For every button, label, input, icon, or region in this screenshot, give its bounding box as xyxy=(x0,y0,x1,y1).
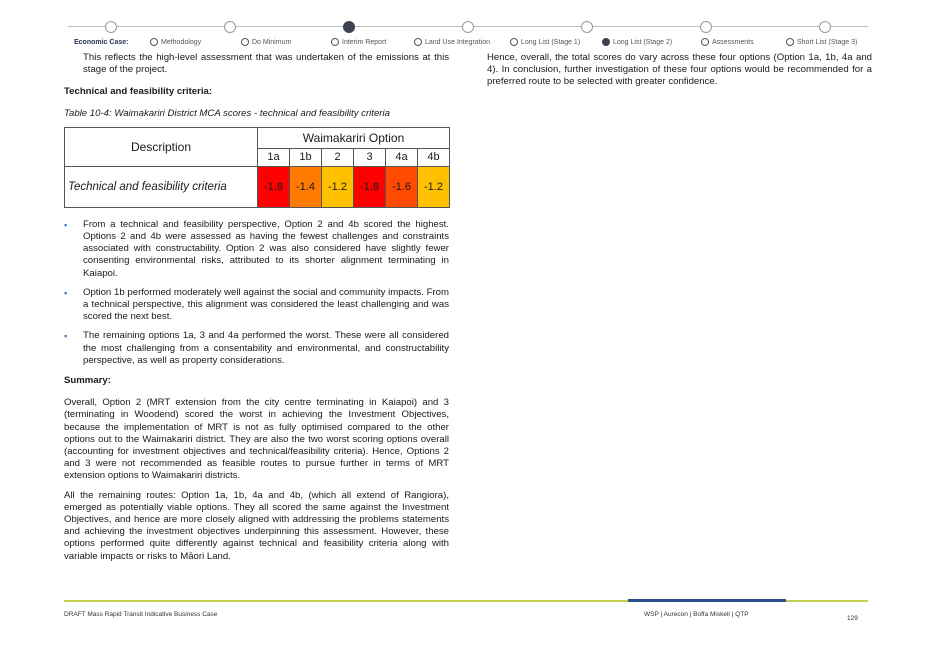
option-1a-header: 1a xyxy=(258,148,290,166)
table-caption: Table 10-4: Waimakariri District MCA scores - technical and feasibility criteria xyxy=(64,107,390,119)
radio-icon xyxy=(414,38,422,46)
option-3-header: 3 xyxy=(354,148,386,166)
score-1a: -1.8 xyxy=(258,166,290,207)
stage-navigation xyxy=(0,0,934,52)
tab-short-list-stage-3[interactable] xyxy=(786,38,857,46)
summary-paragraph-1: Overall, Option 2 (MRT extension from the city centre terminating in Kaiapoi) and 3 (terminating in Woodend) scored the worst in achieving the Investment Objectives, because the implementation of MRT is not as fully optimised compared to the other options out to the Waimakariri district. They are also the two worst scoring options overall (accounting for investment objectives and technical/feasibility criteria). Hence, Options 2 and 3 were not recommended as feasible routes to pursue further in terms of MRT extension options to Waimakariri districts. xyxy=(64,397,449,482)
tab-do-minimum[interactable] xyxy=(241,38,291,46)
economic-case-label: Economic Case: xyxy=(74,39,129,46)
score-2: -1.2 xyxy=(322,166,354,207)
footer-document-title: DRAFT Mass Rapid Transit Indicative Business Case xyxy=(64,611,218,618)
list-item xyxy=(64,219,449,280)
list-item-text: From a technical and feasibility perspective, Option 2 and 4b scored the highest. Options 2 and 4b were assessed as having the fewest challenges and constraints associated with constructability. Option 2 was also considered have slightly fewer consenting environmental risks, attributed to its shorter alignment terminating in Kaiapoi. xyxy=(83,218,449,279)
page-number: 129 xyxy=(847,615,858,622)
summary-paragraph-2: All the remaining routes: Option 1a, 1b, 4a and 4b, (which all extend of Rangiora), emerged as potentially viable options. They all scored the same against the Investment Objectives, and hence are more closely aligned with addressing the problems statements and achieving the investment objectives underpinning this assessment. However, these options performed quite differently against technical and feasibility criteria along with variable impacts or risks to Māori Land. xyxy=(64,489,449,562)
description-header: Description xyxy=(65,127,258,166)
tab-assessments[interactable] xyxy=(701,38,754,46)
nav-node-2[interactable] xyxy=(224,21,236,33)
conclusion-paragraph: Hence, overall, the total scores do vary across these four options (Option 1a, 1b, 4a and 4). In conclusion, further investigation of these four options would be recommended for a preferred route to be selected with greater confidence. xyxy=(487,52,872,88)
score-1b: -1.4 xyxy=(290,166,322,207)
radio-icon xyxy=(241,38,249,46)
tab-label: Assessments xyxy=(712,38,754,46)
score-3: -1.8 xyxy=(354,166,386,207)
radio-icon xyxy=(701,38,709,46)
list-item-text: Option 1b performed moderately well against the social and community impacts. From a technical perspective, this alignment was considered the least challenging and was scored the next best. xyxy=(83,286,449,323)
option-header: Waimakariri Option xyxy=(258,127,450,148)
nav-node-3-current[interactable] xyxy=(343,21,355,33)
intro-paragraph: This reflects the high-level assessment that was undertaken of the emissions at this stage of the project. xyxy=(83,52,449,76)
option-4a-header: 4a xyxy=(386,148,418,166)
option-1b-header: 1b xyxy=(290,148,322,166)
nav-node-5[interactable] xyxy=(581,21,593,33)
footer-authors: WSP | Aurecon | Boffa Miskell | QTP xyxy=(644,611,749,618)
option-4b-header: 4b xyxy=(418,148,450,166)
tab-label: Land Use Integration xyxy=(425,38,490,46)
tab-label: Methodology xyxy=(161,38,202,46)
tab-label: Long List (Stage 2) xyxy=(613,38,673,46)
nav-node-7[interactable] xyxy=(819,21,831,33)
summary-heading: Summary: xyxy=(64,375,111,387)
tab-label: Do Minimum xyxy=(252,38,292,46)
score-4a: -1.6 xyxy=(386,166,418,207)
nav-node-4[interactable] xyxy=(462,21,474,33)
radio-selected-icon xyxy=(602,38,610,46)
bullet-icon: ▪ xyxy=(64,331,68,342)
tab-methodology[interactable] xyxy=(150,38,201,46)
nav-node-1[interactable] xyxy=(105,21,117,33)
tab-long-list-stage-1[interactable] xyxy=(510,38,580,46)
technical-heading: Technical and feasibility criteria: xyxy=(64,86,213,98)
tab-label: Interim Report xyxy=(342,38,387,46)
bullet-icon: ▪ xyxy=(64,219,68,230)
tab-interim-report[interactable] xyxy=(331,38,386,46)
tab-label: Short List (Stage 3) xyxy=(797,38,858,46)
tab-label: Long List (Stage 1) xyxy=(521,38,581,46)
criteria-row-label: Technical and feasibility criteria xyxy=(65,166,258,207)
bullet-icon: ▪ xyxy=(64,287,68,298)
radio-icon xyxy=(150,38,158,46)
radio-icon xyxy=(510,38,518,46)
nav-node-6[interactable] xyxy=(700,21,712,33)
findings-list xyxy=(64,219,449,367)
score-4b: -1.2 xyxy=(418,166,450,207)
list-item xyxy=(64,287,449,324)
mca-scores-table xyxy=(64,127,450,208)
radio-icon xyxy=(786,38,794,46)
list-item-text: The remaining options 1a, 3 and 4a performed the worst. These were all considered the most challenging from a consentability and environmental, and constructability perspective, as well as property considerations. xyxy=(83,330,449,366)
radio-icon xyxy=(331,38,339,46)
right-column xyxy=(487,52,872,89)
tab-long-list-stage-2[interactable] xyxy=(602,38,672,46)
tab-land-use-integration[interactable] xyxy=(414,38,490,46)
list-item xyxy=(64,330,449,367)
left-column xyxy=(64,52,449,563)
option-2-header: 2 xyxy=(322,148,354,166)
footer-accent-bar xyxy=(628,599,786,602)
